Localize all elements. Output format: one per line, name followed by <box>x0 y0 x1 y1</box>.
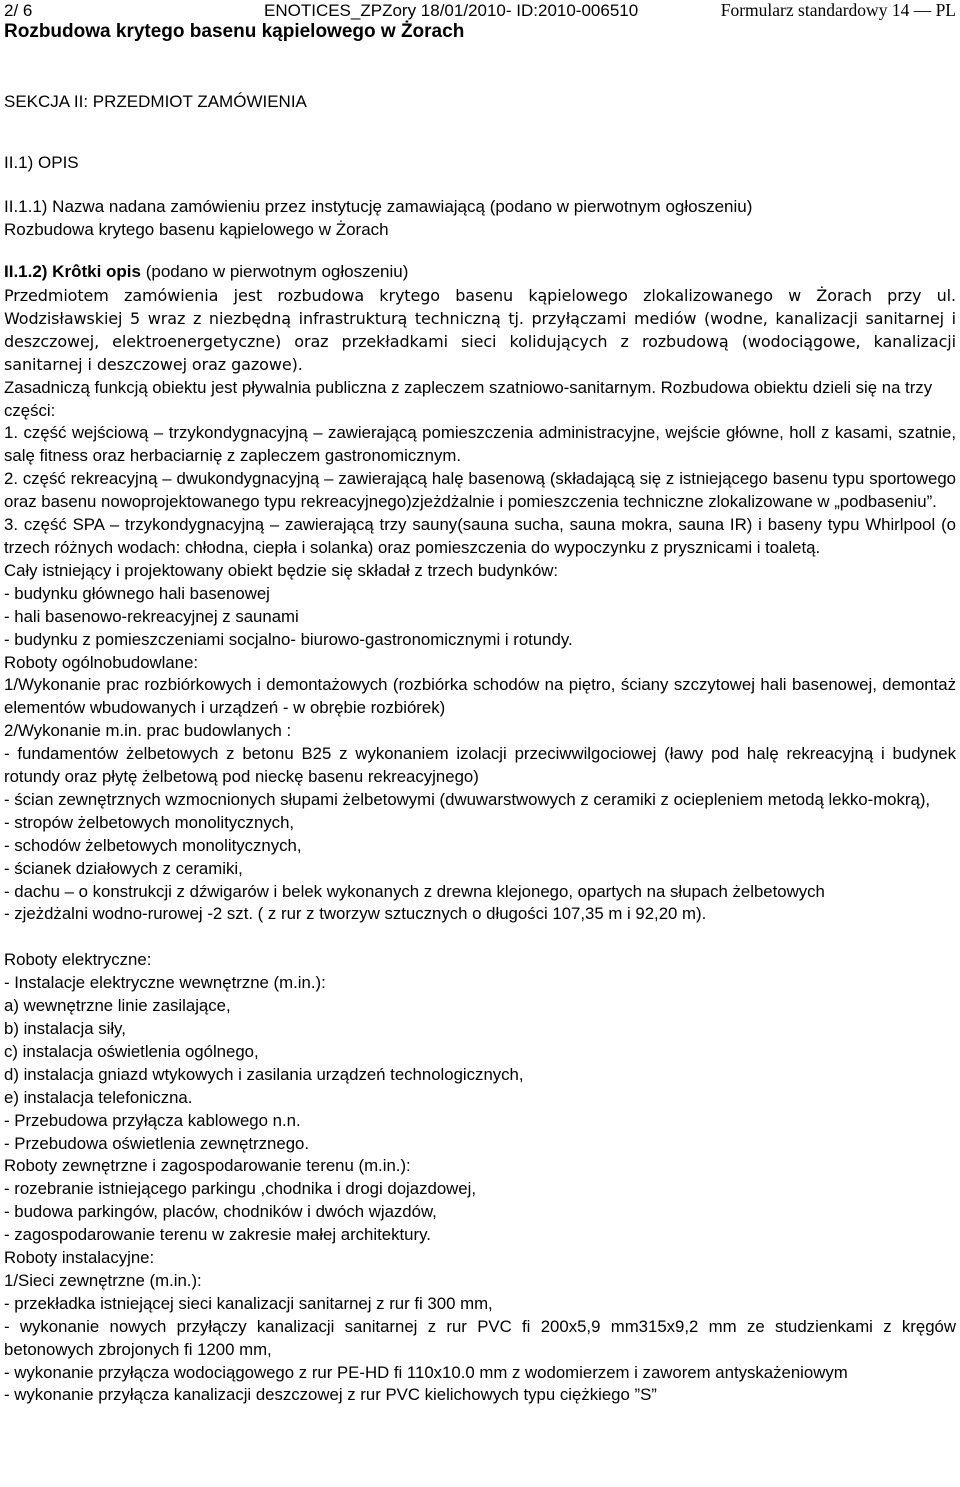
item-2-heading <box>4 262 408 282</box>
notice-id: ENOTICES_ZPZory 18/01/2010- ID:2010-006510 <box>264 1 639 20</box>
list-item: c) instalacja oświetlenia ogólnego, <box>4 1041 259 1061</box>
list-item: - wykonanie przyłącza wodociągowego z rur PE-HD fi 110x10.0 mm z wodomierzem i zaworem antyskażeniowym <box>4 1362 848 1382</box>
body-paragraph: 1. część wejściową – trzykondygnacyjną – zawierającą pomieszczenia administracyjne, wejście główne, holl z kasami, szatnie, salę fitness oraz herbaciarnię z zapleczem gastronomicznym. <box>4 423 956 466</box>
body-subheading: Roboty elektryczne: <box>4 950 152 970</box>
list-item: - rozebranie istniejącego parkingu ,chodnika i drogi dojazdowej, <box>4 1179 477 1199</box>
list-item: - przekładka istniejącej sieci kanalizacji sanitarnej z rur fi 300 mm, <box>4 1293 493 1313</box>
body-subheading: Roboty zewnętrzne i zagospodarowanie terenu (m.in.): <box>4 1156 411 1176</box>
item-2-label: II.1.2) Krôtki opis <box>4 262 141 281</box>
list-item: - wykonanie przyłącza kanalizacji deszczowej z rur PVC kielichowych typu ciężkiego ”S” <box>4 1385 657 1405</box>
list-item: - Przebudowa oświetlenia zewnętrznego. <box>4 1133 310 1153</box>
page-number: 2/ 6 <box>4 1 33 20</box>
document-title: Rozbudowa krytego basenu kąpielowego w Żorach <box>4 21 465 42</box>
list-item: - zagospodarowanie terenu w zakresie małej architektury. <box>4 1225 431 1245</box>
form-label: Formularz standardowy 14 — PL <box>720 0 956 20</box>
list-item: - Przebudowa przyłącza kablowego n.n. <box>4 1110 301 1130</box>
list-item: - fundamentów żelbetowych z betonu B25 z wykonaniem izolacji przeciwwilgociowej (ławy pod halę rekreacyjną i budynek rotundy oraz płytę żelbetową pod nieckę basenu rekreacyjnego) <box>4 744 956 787</box>
list-item: - budowa parkingów, placów, chodników i dwóch wjazdów, <box>4 1202 437 1222</box>
list-item: - budynku głównego hali basenowej <box>4 583 270 603</box>
list-item: d) instalacja gniazd wtykowych i zasilania urządzeń technologicznych, <box>4 1064 524 1084</box>
list-item: e) instalacja telefoniczna. <box>4 1087 193 1107</box>
item-1-heading <box>4 197 752 217</box>
item-2-hint: (podano w pierwotnym ogłoszeniu) <box>140 262 409 281</box>
body-paragraph: Przedmiotem zamówienia jest rozbudowa krytego basenu kąpielowego zlokalizowanego w Żorach przy ul. Wodzisławskiej 5 wraz z niezbędną infrastrukturą techniczną tj. przyłączami mediów (wodne, kanalizacji sanitarnej i deszczowej, elektroenergetyczne) oraz przekładkami sieci kolidujących z rozbudową (wodociągowe, kanalizacji sanitarnej i deszczowej oraz gazowe). <box>4 286 956 374</box>
body-paragraph: Cały istniejący i projektowany obiekt będzie się składał z trzech budynków: <box>4 560 559 580</box>
list-item: - stropów żelbetowych monolitycznych, <box>4 812 295 832</box>
blank-line <box>4 926 956 949</box>
list-item: - schodów żelbetowych monolitycznych, <box>4 835 302 855</box>
subsection-heading: II.1) OPIS <box>4 153 79 172</box>
body-paragraph: Zasadniczą funkcją obiektu jest pływalnia publiczna z zapleczem szatniowo-sanitarnym. Rozbudowa obiektu dzieli się na trzy części: <box>4 377 933 420</box>
description-body <box>4 285 956 1407</box>
body-subheading: 1/Sieci zewnętrzne (m.in.): <box>4 1270 202 1290</box>
page-header <box>4 0 956 22</box>
body-subheading: Roboty instalacyjne: <box>4 1248 155 1268</box>
item-1-hint: (podano w pierwotnym ogłoszeniu) <box>484 197 753 216</box>
body-subheading: 2/Wykonanie m.in. prac budowlanych : <box>4 721 292 741</box>
body-subheading: Roboty ogólnobudowlane: <box>4 652 199 672</box>
list-item: b) instalacja siły, <box>4 1018 126 1038</box>
body-paragraph: 2. część rekreacyjną – dwukondygnacyjną – zawierającą halę basenową (składającą się z istniejącego basenu typu sportowego oraz basenu nowoprojektowanego typu rekreacyjnego)zjeżdżalnie i pomieszczenia techniczne zlokalizowane w „podbaseniu”. <box>4 469 956 512</box>
list-item: - hali basenowo-rekreacyjnej z saunami <box>4 606 299 626</box>
item-1-value: Rozbudowa krytego basenu kąpielowego w Żorach <box>4 220 389 239</box>
body-paragraph: 3. część SPA – trzykondygnacyjną – zawierającą trzy sauny(sauna sucha, sauna mokra, sauna IR) i baseny typu Whirlpool (o trzech różnych wodach: chłodna, ciepła i solanka) oraz pomieszczenia do wypoczynku z prysznicami i toaletą. <box>4 515 956 557</box>
section-heading: SEKCJA II: PRZEDMIOT ZAMÓWIENIA <box>4 92 307 111</box>
list-item: - budynku z pomieszczeniami socjalno- biurowo-gastronomicznymi i rotundy. <box>4 629 573 649</box>
list-item: - dachu – o konstrukcji z dźwigarów i belek wykonanych z drewna klejonego, opartych na słupach żelbetowych <box>4 881 825 901</box>
list-item: - zjeżdżalni wodno-rurowej -2 szt. ( z rur z tworzyw sztucznych o długości 107,35 m i 92,20 m). <box>4 904 707 924</box>
list-item: - ścian zewnętrznych wzmocnionych słupami żelbetowymi (dwuwarstwowych z ceramiki z ociepleniem metodą lekko-mokrą), <box>4 789 931 809</box>
item-1-label: II.1.1) Nazwa nadana zamówieniu przez instytucję zamawiającą <box>4 197 485 216</box>
list-item: - Instalacje elektryczne wewnętrzne (m.in.): <box>4 973 326 993</box>
list-item: a) wewnętrzne linie zasilające, <box>4 996 231 1016</box>
body-paragraph: 1/Wykonanie prac rozbiórkowych i demontażowych (rozbiórka schodów na piętro, ściany szczytowej hali basenowej, demontaż elementów wbudowanych i urządzeń - w obrębie rozbiórek) <box>4 675 956 718</box>
list-item: - wykonanie nowych przyłączy kanalizacji sanitarnej z rur PVC fi 200x5,9 mm315x9,2 mm ze studzienkami z kręgów betonowych zbrojonych fi 1200 mm, <box>4 1316 956 1359</box>
list-item: - ścianek działowych z ceramiki, <box>4 858 243 878</box>
